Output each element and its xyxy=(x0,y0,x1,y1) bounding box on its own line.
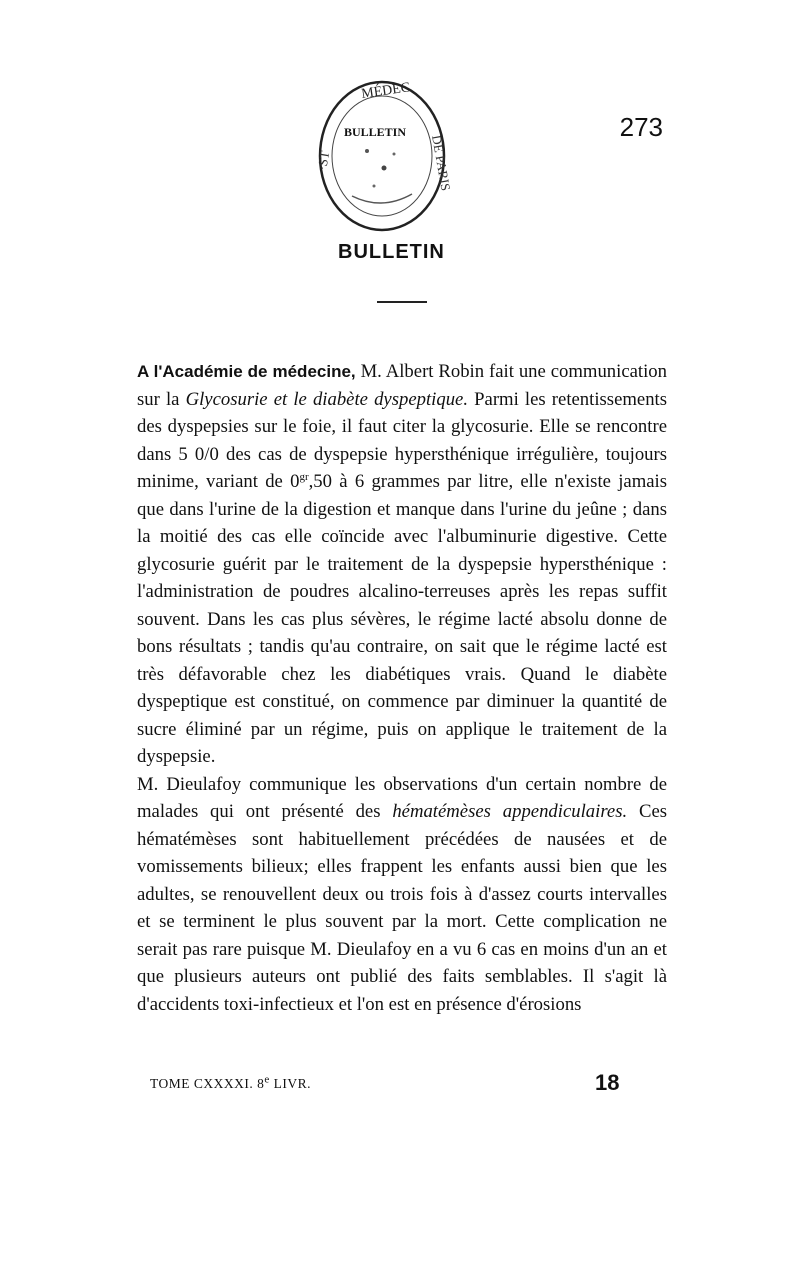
paragraph xyxy=(137,771,667,1019)
italic-title: hématémèses appendiculaires. xyxy=(392,801,628,822)
svg-text:BULLETIN: BULLETIN xyxy=(344,125,407,139)
stamp-seal-icon xyxy=(312,76,462,276)
page-footer xyxy=(150,1070,650,1100)
text-run: M. Albert Robin fait une communication sur la xyxy=(137,361,667,410)
svg-text:DE PARIS: DE PARIS xyxy=(429,133,454,192)
library-stamp xyxy=(312,76,462,276)
article-body xyxy=(137,358,667,1018)
svg-text:·ST: ·ST xyxy=(314,149,333,172)
unit-superscript: gr xyxy=(299,470,309,483)
svg-text:MÉDEC: MÉDEC xyxy=(360,80,412,102)
volume-superscript: e xyxy=(264,1073,270,1086)
italic-title: Glycosurie et le diabète dyspeptique. xyxy=(185,388,469,410)
svg-text:BULLETIN: BULLETIN xyxy=(338,241,445,263)
text-run: Ces hématémèses sont habituellement précédées de nausées et de vomissements bilieux; elles frappent les enfants aussi bien que les adultes, se renouvellent deux ou trois fois à d'assez courts intervalles et se terminent le plus souvent par la mort. Cette complication ne serait pas rare puisque M. Dieulafoy en a vu 6 cas en moins d'un an et que plusieurs auteurs ont publié des faits semblables. Il s'agit là d'accidents toxi-infectieux et l'on est en présence d'érosions xyxy=(137,801,668,1015)
paragraph-lead: A l'Académie de médecine, xyxy=(137,362,356,381)
volume-text-end: LIVR. xyxy=(269,1076,312,1091)
signature-mark: 18 xyxy=(595,1070,620,1095)
volume-text: TOME CXXXXI. 8 xyxy=(150,1076,265,1091)
text-run: Parmi les retentissements des dyspepsies sur le foie, il faut citer la glycosurie. Elle se rencontre dans 5 0/0 des cas de dyspepsie hypersthénique irrégulière, toujours minime, variant de 0 xyxy=(137,388,668,492)
text-run: ,50 à 6 grammes par litre, elle n'existe jamais que dans l'urine de la digestion et manque dans l'urine du jeûne ; dans la moitié des cas elle coïncide avec l'albuminurie digestive. Cette glycosurie guérit par le traitement de la dyspepsie hypersthénique : l'administration de poudres alcalino-terreuses après les repas suffit souvent. Dans les cas plus sévères, le régime lacté absolu donne de bons résultats ; tandis qu'au contraire, on sait que le régime lacté est très défavorable chez les diabétiques vrais. Quand le diabète dyspeptique est constitué, on commence par diminuer la quantité de sucre éliminé par un régime, puis on applique le traitement de la dyspepsie. xyxy=(137,471,667,767)
paragraph xyxy=(137,358,667,771)
text-run: M. Dieulafoy communique les observations d'un certain nombre de malades qui ont présenté des xyxy=(137,773,667,822)
page-number: 273 xyxy=(619,112,663,142)
section-divider xyxy=(377,301,427,303)
volume-label xyxy=(150,1073,312,1092)
